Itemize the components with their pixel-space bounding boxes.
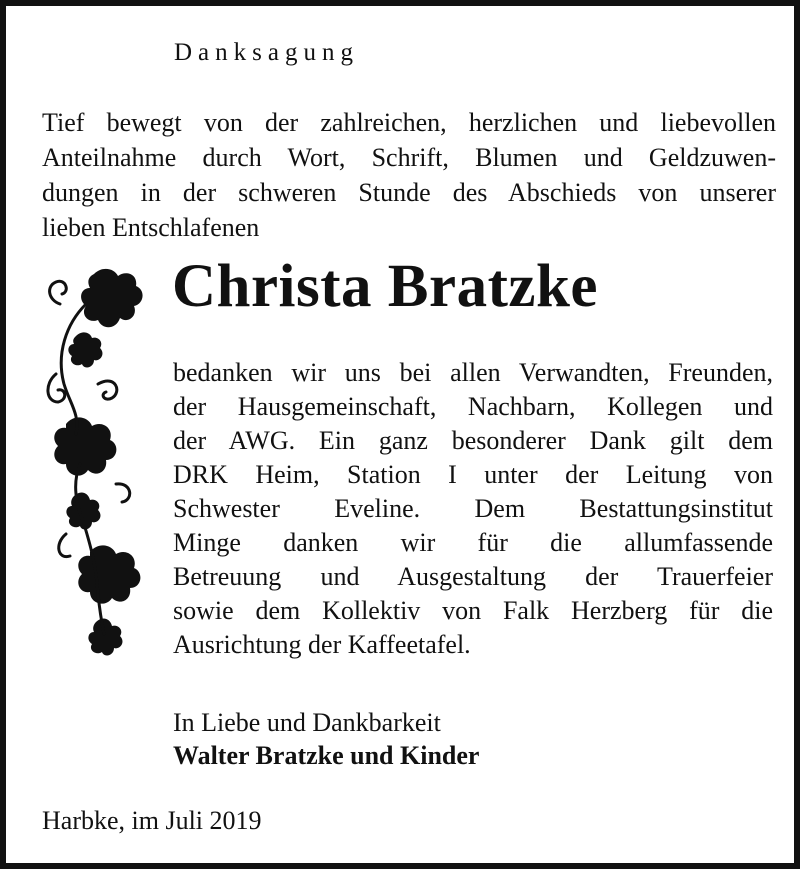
- body-line: der AWG. Ein ganz besonderer Dank gilt dem: [173, 426, 773, 455]
- grapevine-ornament-icon: [36, 264, 156, 664]
- intro-line: Tief bewegt von der zahlreichen, herzlichen und liebevollen: [42, 108, 776, 137]
- intro-line: lieben Entschlafenen: [42, 213, 260, 242]
- body-line: sowie dem Kollektiv von Falk Herzberg für die: [173, 596, 773, 625]
- place-date: Harbke, im Juli 2019: [42, 806, 262, 835]
- deceased-name: Christa Bratzke: [172, 253, 598, 320]
- thanks-paragraph: [173, 356, 773, 662]
- body-line: Ausrichtung der Kaffeetafel.: [173, 630, 471, 659]
- body-line: bedanken wir uns bei allen Verwandten, Freunden,: [173, 358, 773, 387]
- intro-paragraph: [42, 105, 776, 245]
- body-line: Betreuung und Ausgestaltung der Trauerfeier: [173, 562, 773, 591]
- heading: Danksagung: [174, 39, 359, 66]
- body-line: DRK Heim, Station I unter der Leitung von: [173, 460, 773, 489]
- body-line: der Hausgemeinschaft, Nachbarn, Kollegen und: [173, 392, 773, 421]
- closing-block: [173, 706, 479, 772]
- body-line: Schwester Eveline. Dem Bestattungsinstitut: [173, 494, 773, 523]
- closing-phrase: In Liebe und Dankbarkeit: [173, 708, 441, 737]
- body-line: Minge danken wir für die allumfassende: [173, 528, 773, 557]
- intro-line: dungen in der schweren Stunde des Abschieds von unserer: [42, 178, 776, 207]
- intro-line: Anteilnahme durch Wort, Schrift, Blumen und Geldzuwen-: [42, 143, 776, 172]
- signature: Walter Bratzke und Kinder: [173, 741, 480, 770]
